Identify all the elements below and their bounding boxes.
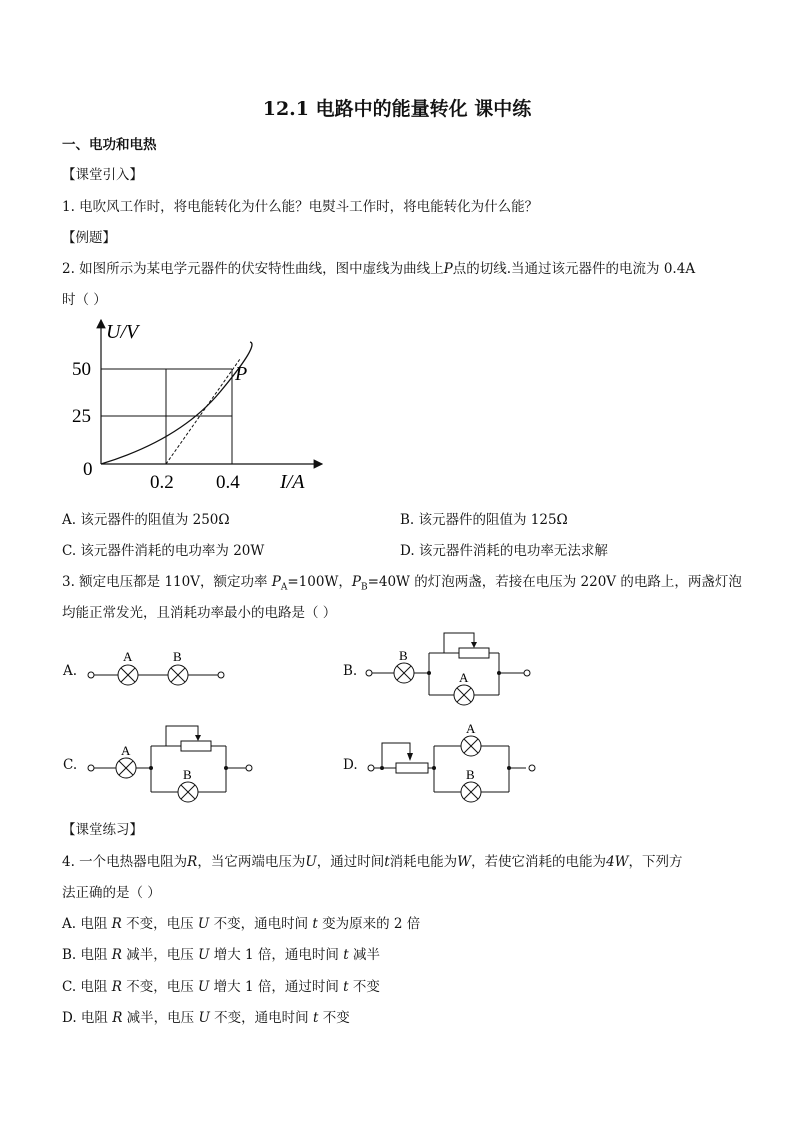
lamp-b-icon xyxy=(394,663,414,683)
q4b-text: 增大 1 倍，通电时间 xyxy=(209,947,344,963)
q4-var-r: R xyxy=(187,854,198,870)
lamp-b-label: B xyxy=(183,767,192,782)
q4b-t: t xyxy=(343,947,349,963)
q4a-text: 不变，电压 xyxy=(121,916,198,932)
q4a-u: U xyxy=(197,916,210,932)
rheostat-icon xyxy=(396,763,428,773)
q4b-text: B. 电阻 xyxy=(62,947,112,963)
lamp-a-label: A xyxy=(121,743,131,758)
q4d-text: 不变，通电时间 xyxy=(209,1010,313,1026)
q4b-r: R xyxy=(111,947,122,963)
section-heading: 一、电功和电热 xyxy=(62,137,157,153)
iv-curve xyxy=(101,342,252,464)
q4b-text: 减半，电压 xyxy=(121,947,199,963)
x-tick-0-2: 0.2 xyxy=(150,472,174,493)
q2-option-b: B. 该元器件的阻值为 125Ω xyxy=(400,512,568,528)
question-1: 1. 电吹风工作时，将电能转化为什么能？电熨斗工作时，将电能转化为什么能？ xyxy=(62,199,539,215)
circuit-b-diagram xyxy=(364,628,534,698)
q4a-text: A. 电阻 xyxy=(62,916,112,932)
lamp-a-icon xyxy=(461,736,481,756)
q2-var-p: P xyxy=(443,261,453,277)
x-tick-0-4: 0.4 xyxy=(216,472,240,493)
rheostat-icon xyxy=(459,648,489,658)
iv-characteristic-graph xyxy=(60,312,330,497)
q4a-t: t xyxy=(312,916,318,932)
intro-tag: 【课堂引入】 xyxy=(62,167,143,183)
lamp-a-label: A xyxy=(466,721,476,736)
q4-text-a: 4. 一个电热器电阻为 xyxy=(62,854,188,870)
q4-option-c xyxy=(62,977,380,997)
lamp-a-icon xyxy=(118,665,138,685)
q4-option-d xyxy=(62,1008,350,1028)
q4c-text: 不变，电压 xyxy=(121,979,198,995)
q4d-r: R xyxy=(112,1010,123,1026)
q4-text-d: 消耗电能为 xyxy=(389,854,458,870)
lamp-b-label: B xyxy=(173,649,182,664)
q2-option-c: C. 该元器件消耗的电功率为 20W xyxy=(62,543,265,559)
q2-option-d: D. 该元器件消耗的电功率无法求解 xyxy=(400,543,608,559)
lamp-a-icon xyxy=(454,685,474,705)
lamp-b-label: B xyxy=(466,767,475,782)
question-3-line1 xyxy=(62,572,742,598)
q4-text-c: ，通过时间 xyxy=(316,854,385,870)
question-4-line1 xyxy=(62,852,683,872)
q3-pb-val: =40W 的灯泡两盏，若接在电压为 220V 的电路上，两盏灯泡 xyxy=(367,574,742,590)
lamp-a-label: A xyxy=(459,670,469,685)
q4c-u: U xyxy=(198,979,210,995)
q4d-t: t xyxy=(312,1010,319,1026)
q4d-text: 减半，电压 xyxy=(122,1010,199,1026)
q4-var-t: t xyxy=(384,854,390,870)
q4-text-e: ，若使它消耗的电能为 xyxy=(471,854,607,870)
y-axis-label: U/V xyxy=(106,321,139,343)
y-tick-50: 50 xyxy=(72,359,91,380)
q4c-text: C. 电阻 xyxy=(62,979,112,995)
q3-pb: P xyxy=(351,574,361,590)
q4a-r: R xyxy=(111,916,122,932)
circuit-d-diagram xyxy=(366,718,536,803)
q4c-text: 不变 xyxy=(348,979,380,995)
lamp-a-icon xyxy=(116,758,136,778)
q4-option-a xyxy=(62,914,420,934)
q4-option-b xyxy=(62,945,380,965)
question-3-line2: 均能正常发光，且消耗功率最小的电路是（ ） xyxy=(62,605,337,621)
lamp-b-icon xyxy=(168,665,188,685)
q4b-u: U xyxy=(198,947,210,963)
circuit-c-label: C. xyxy=(63,757,78,773)
point-p-label: P xyxy=(235,363,248,385)
practice-tag: 【课堂练习】 xyxy=(62,822,143,838)
q3-pa: P xyxy=(271,574,281,590)
q4-var-w: W xyxy=(457,854,472,870)
q4a-text: 不变，通电时间 xyxy=(209,916,313,932)
q4c-text: 增大 1 倍，通过时间 xyxy=(209,979,344,995)
q4-var-u: U xyxy=(305,854,317,870)
q4b-text: 减半 xyxy=(348,947,380,963)
q3-pa-val: =100W， xyxy=(287,574,352,590)
example-tag: 【例题】 xyxy=(62,230,116,246)
q4-var-4w: 4W xyxy=(606,854,629,870)
q4d-text: 不变 xyxy=(318,1010,350,1026)
circuit-a-diagram xyxy=(86,648,226,688)
circuit-d-label: D. xyxy=(343,757,358,773)
q4d-text: D. 电阻 xyxy=(62,1010,113,1026)
lamp-b-label: B xyxy=(399,648,408,663)
circuit-b-label: B. xyxy=(343,663,358,679)
x-axis-label: I/A xyxy=(280,471,305,493)
lamp-b-icon xyxy=(461,782,481,802)
q4c-t: t xyxy=(343,979,349,995)
q3-text-a: 3. 额定电压都是 110V，额定功率 xyxy=(62,574,272,590)
page-title: 12.1 电路中的能量转化 课中练 xyxy=(262,98,532,120)
q3-pb-sub: B xyxy=(360,582,368,593)
origin-label: 0 xyxy=(83,459,93,480)
q4c-r: R xyxy=(111,979,122,995)
question-2-line2: 时（ ） xyxy=(62,292,107,308)
y-tick-25: 25 xyxy=(72,406,91,427)
circuit-a-label: A. xyxy=(63,663,78,679)
question-4-line2: 法正确的是（ ） xyxy=(62,885,161,901)
q4-text-b: ，当它两端电压为 xyxy=(197,854,306,870)
question-2-line1 xyxy=(62,259,695,279)
q2-option-a: A. 该元器件的阻值为 250Ω xyxy=(62,512,230,528)
rheostat-icon xyxy=(181,741,211,751)
q4-text-f: ，下列方 xyxy=(628,854,683,870)
q2-text-b: 点的切线.当通过该元器件的电流为 0.4A xyxy=(452,261,696,277)
q3-pa-sub: A xyxy=(280,582,288,593)
q4d-u: U xyxy=(198,1010,210,1026)
q4a-text: 变为原来的 2 倍 xyxy=(317,916,421,932)
tangent-line xyxy=(166,359,240,464)
q2-text-a: 2. 如图所示为某电学元器件的伏安特性曲线，图中虚线为曲线上 xyxy=(62,261,444,277)
circuit-c-diagram xyxy=(86,718,256,803)
lamp-b-icon xyxy=(178,782,198,802)
lamp-a-label: A xyxy=(123,649,133,664)
